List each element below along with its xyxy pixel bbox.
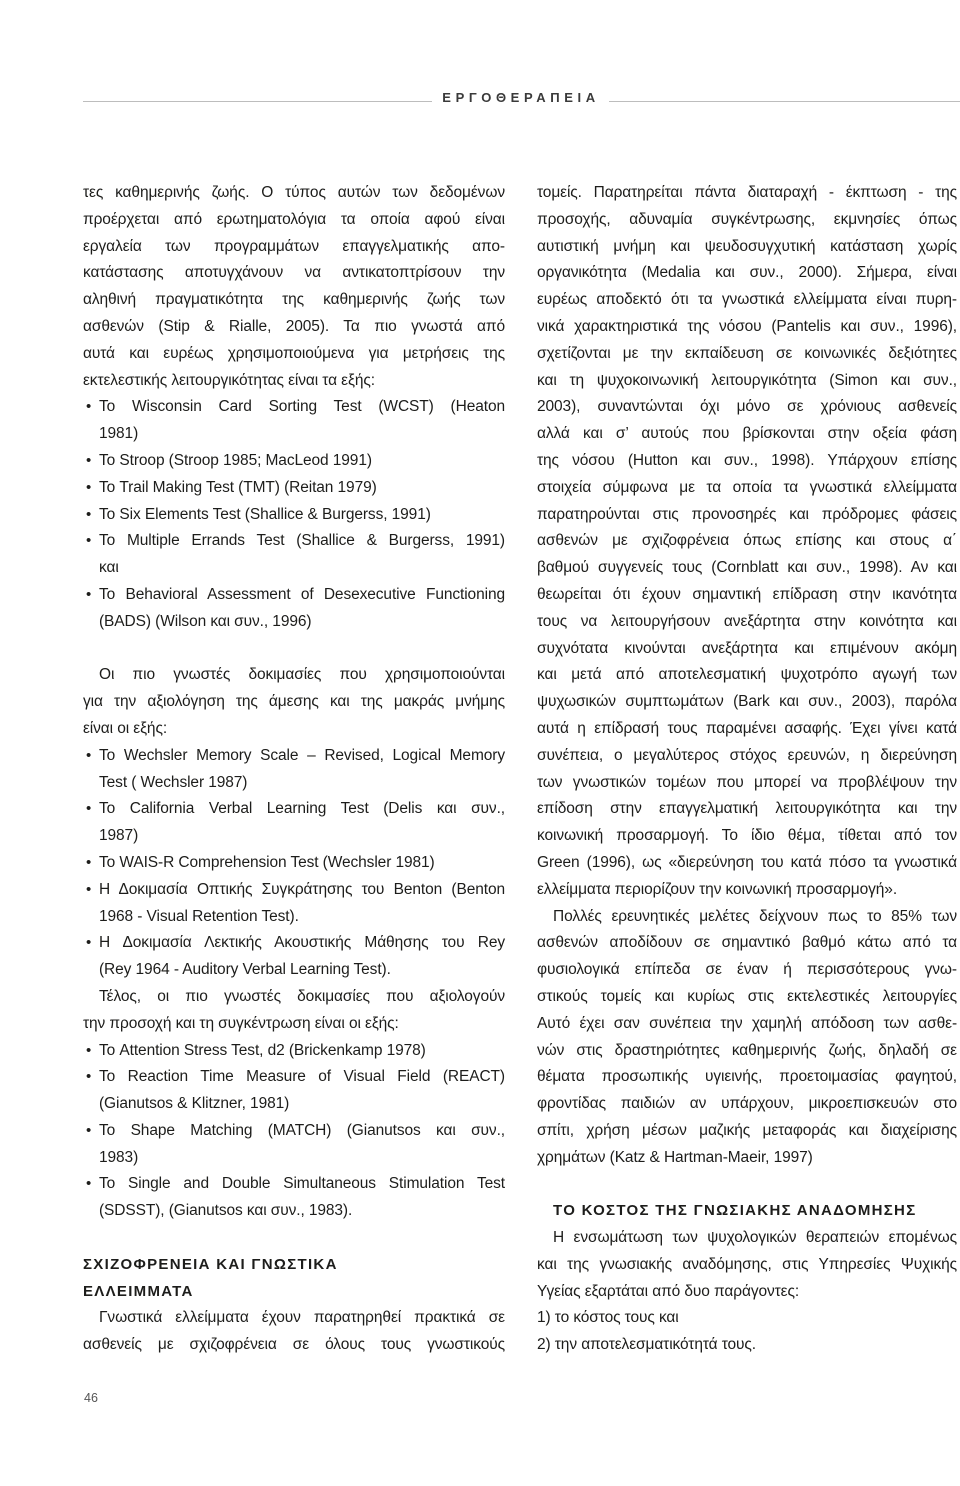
section-heading-cost: ΤΟ ΚΟΣΤΟΣ ΤΗΣ ΓΝΩΣΙΑΚΗΣ ΑΝΑΔΟΜΗΣΗΣ [553, 1202, 917, 1220]
paragraph-line: Οι πιο γνωστές δοκιμασίες που χρησιμοποιούνται [99, 666, 505, 684]
header-rule-left [83, 101, 432, 102]
list-item [83, 1118, 505, 1172]
continued-paragraph [537, 180, 957, 904]
paragraph-line: των γνωστικών τομέων που μπορεί να προβλέψουν την [537, 773, 957, 791]
list-item-line: Το Six Elements Test (Shallice & Burgerss, 1991) [99, 505, 431, 523]
bullet-icon [86, 1118, 91, 1145]
paragraph-line: αληθινή πραγματικότητα της καθημερινής ζωής των [83, 291, 505, 309]
list-item [83, 394, 505, 448]
memory-paragraph [83, 662, 505, 742]
list-item-line: Το California Verbal Learning Test (Delis και συν., [99, 800, 505, 818]
list-item-line: Η Δοκιμασία Λεκτικής Ακουστικής Μάθησης του Rey [99, 934, 505, 952]
paragraph-line: 2003), συναντώνται όχι μόνο σε χρόνιους ασθενείς [537, 398, 957, 416]
list-item [83, 448, 505, 475]
paragraph-line: της νόσου (Hutton και συν., 1998). Υπάρχουν επίσης [537, 451, 957, 469]
list-item-line: Το Trail Making Test (TMT) (Reitan 1979) [99, 478, 377, 496]
paragraph-line: νικά χαρακτηριστικά της νόσου (Pantelis και συν., 1996), [537, 317, 957, 335]
paragraph-line: και μετά από αποτελεσματική ψυχοτρόπο αγωγή των [537, 666, 957, 684]
paragraph-line: κατάστασης αποτυγχάνουν να αντικατοπτρίσουν την [83, 264, 505, 282]
list-item [83, 743, 505, 797]
list-item [83, 1064, 505, 1118]
paragraph-line: αλλά και σ’ αυτούς που βρίσκονται στην οξεία φάση [537, 425, 957, 443]
list-item-line: Το Wechsler Memory Scale – Revised, Logical Memory [99, 746, 505, 764]
list-item-line: Το WAIS-R Comprehension Test (Wechsler 1981) [99, 853, 435, 871]
list-item-line: 1981) [99, 425, 139, 443]
section-heading-schizophrenia [83, 1252, 505, 1306]
left-column [83, 180, 505, 1359]
paragraph-line: Η ενσωμάτωση των ψυχολογικών θεραπειών επομένως [553, 1229, 957, 1247]
paragraph-line: συνέπεια, ο μεγαλύτερος στόχος ερευνών, η διερεύνηση [537, 746, 957, 764]
list-item-line: Το Multiple Errands Test (Shallice & Burgerss, 1991) [99, 532, 505, 550]
paragraph-line: κοινωνική προσαρμογή. Το ίδιο θέμα, τίθεται από τον [537, 827, 957, 845]
factor-item: 2) την αποτελεσματικότητά τους. [537, 1336, 756, 1354]
bullet-icon [86, 1038, 91, 1065]
paragraph-line: χρημάτων (Katz & Hartman-Maeir, 1997) [537, 1148, 813, 1166]
bullet-icon [86, 1064, 91, 1091]
paragraph-line: ασθενών αποδίδουν σε σημαντικό βαθμό κάτω από τα [537, 934, 957, 952]
blank-line [537, 1171, 957, 1198]
right-column [537, 180, 957, 1359]
paragraph-line: Green (1996), ως «διερεύνηση του κατά πόσο τα γνωστικά [537, 853, 957, 871]
paragraph-line: Αυτό έχει σαν συνέπεια την χαμηλή απόδοση των ασθε- [537, 1014, 957, 1032]
page-number: 46 [84, 1391, 98, 1405]
list-item-line: (BADS) (Wilson και συν., 1996) [99, 612, 312, 630]
paragraph-line: νών στις δραστηριότητες καθημερινής ζωής, δηλαδή σε [537, 1041, 957, 1059]
paragraph-line: επίδοση στην επαγγελματική λειτουργικότητα και την [537, 800, 957, 818]
list-item [83, 475, 505, 502]
bullet-icon [86, 528, 91, 555]
attention-paragraph [83, 984, 505, 1038]
list-item [83, 1038, 505, 1065]
paragraph-line: Πολλές ερευνητικές μελέτες δείχνουν πως το 85% των [553, 907, 957, 925]
schizophrenia-paragraph [83, 1305, 505, 1359]
paragraph-line: στικούς τομείς και κυρίως στις εκτελεστικές λειτουργίες [537, 987, 957, 1005]
bullet-icon [86, 475, 91, 502]
list-item-line: Το Single and Double Simultaneous Stimulation Test [99, 1175, 505, 1193]
paragraph-line: αυτά η επίδρασή τους παραμένει ασαφής. Έχει γίνει κατά [537, 719, 957, 737]
factors-list [537, 1305, 957, 1359]
paragraph-line: τους να λειτουργήσουν ανεξάρτητα στην κοινότητα και [537, 612, 957, 630]
list-item [83, 850, 505, 877]
list-item [83, 796, 505, 850]
paragraph-line: τομείς. Παρατηρείται πάντα διαταραχή - έκπτωση - της [537, 184, 957, 201]
paragraph-line: τες καθημερινής ζωής. Ο τύπος αυτών των δεδομένων [83, 184, 505, 201]
paragraph-line: Υγείας εξαρτάται από δυο παράγοντες: [537, 1282, 800, 1300]
bullet-icon [86, 502, 91, 529]
paragraph-line: φυσιολογικά επίπεδα σε έναν ή περισσότερους γνω- [537, 961, 957, 979]
bullet-icon [86, 582, 91, 609]
section-heading-line: ΕΛΛΕΙΜΜΑΤΑ [83, 1282, 194, 1300]
executive-function-tests-list [83, 394, 505, 635]
paragraph-line: ψυχωσικών συμπτωμάτων (Bark και συν., 2003), παρόλα [537, 693, 957, 711]
paragraph-line: φροντίδας παιδιών αν υπάρχουν, μικροεπισκευών στο [537, 1095, 957, 1113]
paragraph-line: ασθενών (Stip & Rialle, 2005). Τα πιο γνωστά από [83, 317, 505, 335]
list-item-line: Το Wisconsin Card Sorting Test (WCST) (Heaton [99, 398, 505, 416]
list-item [83, 502, 505, 529]
list-item-line: και [99, 559, 119, 577]
paragraph-line: ασθενών με σχιζοφρένεια όπως επίσης και στους α΄ [537, 532, 957, 550]
bullet-icon [86, 743, 91, 770]
bullet-icon [86, 1171, 91, 1198]
journal-title: ΕΡΓΟΘΕΡΑΠΕΙΑ [442, 90, 600, 105]
list-item-line: (Rey 1964 - Auditory Verbal Learning Test). [99, 961, 391, 979]
paragraph-line: οργανικότητα (Medalia και συν., 2000). Σήμερα, είναι [537, 264, 957, 282]
paragraph-line: συχνότατα κινούνται ανεξάρτητα και επιμένουν ακόμη [537, 639, 957, 657]
list-item [83, 528, 505, 582]
paragraph-line: ελλείμματα περιορίζουν την κοινωνική προσαρμογή». [537, 880, 898, 898]
paragraph-line: εκτελεστικής λειτουργικότητας είναι τα εξής: [83, 371, 375, 389]
attention-tests-list [83, 1038, 505, 1226]
paragraph-line: Γνωστικά ελλείμματα έχουν παρατηρηθεί πρακτικά σε [99, 1309, 505, 1327]
paragraph-line: Τέλος, οι πιο γνωστές δοκιμασίες που αξιολογούν [99, 987, 505, 1005]
paragraph-line: είναι οι εξής: [83, 719, 168, 737]
paragraph-line: θεωρείται ότι έχουν σημαντική επίδραση στην ικανότητα [537, 585, 957, 603]
list-item-line: Το Reaction Time Measure of Visual Field (REACT) [99, 1068, 505, 1086]
paragraph-line: προσοχής, αδυναμία συγκέντρωσης, εκμνησίες όπως [537, 210, 957, 228]
list-item-line: Το Behavioral Assessment of Desexecutive Functioning [99, 585, 505, 603]
paragraph-line: την προσοχή και τη συγκέντρωση είναι οι εξής: [83, 1014, 399, 1032]
list-item-line: 1987) [99, 827, 139, 845]
list-item-line: Το Attention Stress Test, d2 (Brickenkamp 1978) [99, 1041, 426, 1059]
paragraph-line: σχετίζονται με την εκπαίδευση σε κοινωνικές δεξιότητες [537, 344, 957, 362]
header-rule-right [609, 101, 960, 102]
bullet-icon [86, 448, 91, 475]
bullet-icon [86, 877, 91, 904]
list-item-line: (Gianutsos & Klitzner, 1981) [99, 1095, 290, 1113]
paragraph-line: και τη ψυχοκοινωνική λειτουργικότητα (Simon και συν., [537, 371, 957, 389]
list-item-line: Test ( Wechsler 1987) [99, 773, 248, 791]
section-heading-line: ΣΧΙΖΟΦΡΕΝΕΙΑ ΚΑΙ ΓΝΩΣΤΙΚΑ [83, 1255, 338, 1273]
list-item [83, 582, 505, 636]
paragraph-line: αυτά και ευρέως χρησιμοποιούμενα για μετρήσεις της [83, 344, 505, 362]
paragraph-line: και της γνωσιακής αναδόμησης, στις Υπηρεσίες Ψυχικής [537, 1255, 957, 1273]
paragraph-line: θέματα προσωπικής υγιεινής, προετοιμασίας φαγητού, [537, 1068, 957, 1086]
list-item [83, 1171, 505, 1225]
list-item-line: Το Shape Matching (MATCH) (Gianutsos και συν., [99, 1121, 505, 1139]
studies-paragraph [537, 904, 957, 1172]
memory-tests-list [83, 743, 505, 984]
paragraph-line: ευρέως αποδεκτό ότι τα γνωστικά ελλείμματα είναι πυρη- [537, 291, 957, 309]
bullet-icon [86, 394, 91, 421]
paragraph-line: εργαλεία των προγραμμάτων επαγγελματικής απο- [83, 237, 505, 255]
blank-line [83, 1225, 505, 1252]
paragraph-line: αυτιστική μνήμη και ψευδοσυγχυτική κατάσταση χωρίς [537, 237, 957, 255]
paragraph-line: σπίτι, χρήση μέσων μαζικής μεταφοράς και διαχείρισης [537, 1121, 957, 1139]
factor-item: 1) το κόστος τους και [537, 1309, 679, 1327]
list-item-line: Η Δοκιμασία Οπτικής Συγκράτησης του Benton (Benton [99, 880, 505, 898]
bullet-icon [86, 930, 91, 957]
list-item-line: (SDSST), (Gianutsos και συν., 1983). [99, 1202, 353, 1220]
paragraph-line: για την αξιολόγηση της άμεσης και της μακράς μνήμης [83, 693, 505, 711]
paragraph-line: παρατηρούνται στις προνοσηρές και πρόδρομες φάσεις [537, 505, 957, 523]
blank-line [83, 636, 505, 663]
list-item [83, 877, 505, 931]
list-item-line: Το Stroop (Stroop 1985; MacLeod 1991) [99, 451, 372, 469]
paragraph-line: στοιχεία σύμφωνα με τα οποία τα γνωστικά ελλείμματα [537, 478, 957, 496]
list-item-line: 1983) [99, 1148, 139, 1166]
paragraph-line: βαθμού συγγενείς τους (Cornblatt και συν., 1998). Αν και [537, 559, 957, 577]
list-item-line: 1968 - Visual Retention Test). [99, 907, 299, 925]
list-item [83, 930, 505, 984]
paragraph-line: ασθενείς με σχιζοφρένεια σε όλους τους γνωστικούς [83, 1336, 505, 1354]
bullet-icon [86, 796, 91, 823]
bullet-icon [86, 850, 91, 877]
paragraph-line: προέρχεται από ερωτηματολόγια τα οποία αφού είναι [83, 210, 505, 228]
intro-paragraph [83, 180, 505, 394]
cost-paragraph [537, 1225, 957, 1305]
